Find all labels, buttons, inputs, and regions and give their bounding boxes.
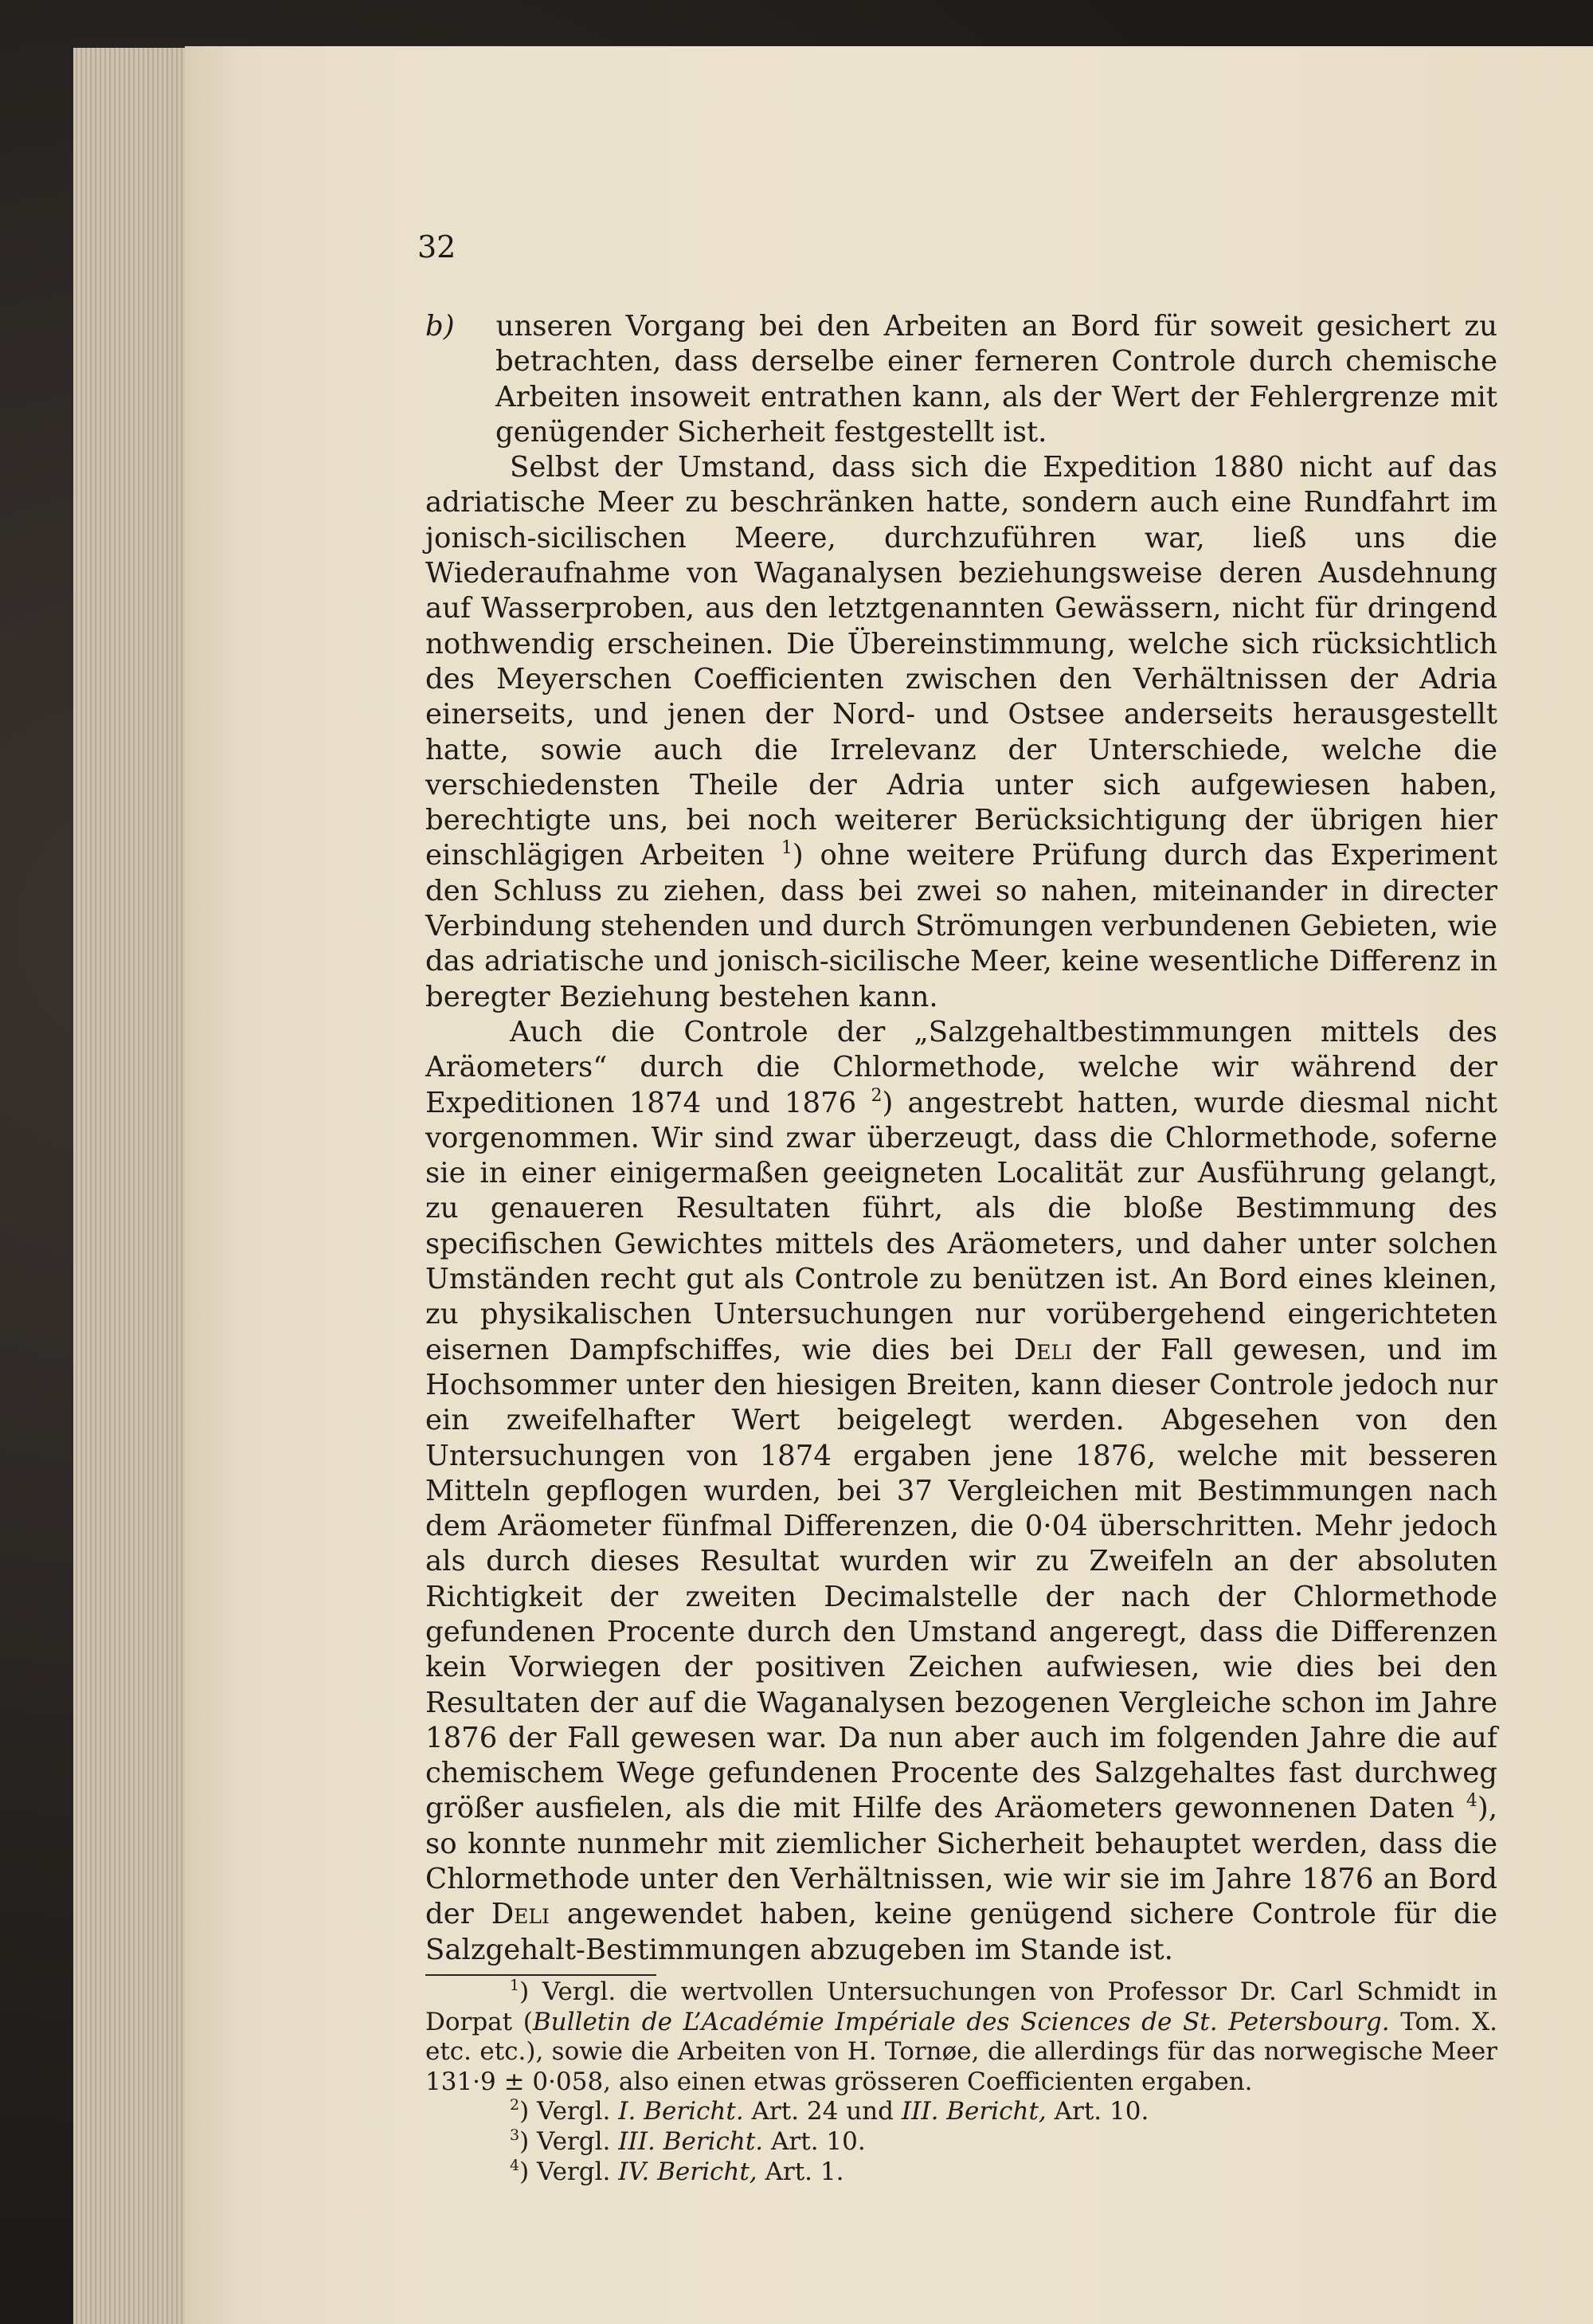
paragraph-3-text-c: der Fall gewesen, und im Hochsommer unter den hiesigen Breiten, kann dieser Controle jedoch nur ein zweifelhafter Wert beigelegt werden. Abgesehen von den Untersuchungen von 1874 ergaben jene 1876, welche mit besseren Mitteln gepflogen wurden, bei 37 Vergleichen mit Bestimmungen nach dem Aräometer fünfmal Differenzen, die 0·04 überschritten. Mehr jedoch als durch dieses Resultat wurden wir zu Zweifeln an der absoluten Richtigkeit der zweiten Decimalstelle der nach der Chlormethode gefundenen Procente durch den Umstand angeregt, dass die Differenzen kein Vorwiegen der positiven Zeichen aufwiesen, wie dies bei den Resultaten der auf die Waganalysen bezogenen Vergleiche schon im Jahre 1876 der Fall gewesen war. Da nun aber auch im folgenden Jahre die auf chemischem Wege gefundenen Procente des Salzgehaltes fast durchweg größer ausfielen, als die mit Hilfe des Aräometers gewonnenen Daten — [425, 1333, 1497, 1825]
paragraph-2 — [425, 450, 1497, 1015]
main-text — [425, 309, 1497, 2187]
footnote-3 — [425, 2127, 1497, 2157]
footnote-4-ref: IV. Bericht, — [618, 2157, 757, 2186]
footnote-4-text-b: Art. 1. — [757, 2157, 844, 2186]
footnotes — [425, 1977, 1497, 2187]
footnote-2-text-b: Art. 24 und — [743, 2097, 902, 2126]
footnote-4-mark: 4 — [510, 2156, 520, 2174]
footnote-ref-2: 2 — [871, 1085, 883, 1106]
paragraph-2-text-a: Selbst der Umstand, dass sich die Expedition 1880 nicht auf das adriatische Meer zu beschränken hatte, sondern auch eine Rundfahrt im jonisch-sicilischen Meere, durchzuführen war, ließ uns die Wiederaufnahme von Waganalysen beziehungsweise deren Ausdehnung auf Wasserproben, aus den letztgenannten Gewässern, nicht für dringend nothwendig erscheinen. Die Übereinstimmung, welche sich rücksichtlich des Meyerschen Coefficienten zwischen den Verhältnissen der Adria einerseits, und jenen der Nord- und Ostsee anderseits herausgestellt hatte, sowie auch die Irrelevanz der Unterschiede, welche die verschiedensten Theile der Adria unter sich aufgewiesen haben, berechtigte uns, bei noch weiterer Berücksichtigung der übrigen hier einschlägigen Arbeiten — [425, 451, 1497, 872]
item-b-marker: b) — [425, 310, 455, 343]
footnote-1 — [425, 1977, 1497, 2097]
page-number: 32 — [417, 229, 456, 265]
footnote-1-text-a: ) Vergl. die wertvollen Untersuchungen von Professor Dr. Carl Schmidt in Dorpat ( — [425, 1977, 1497, 2036]
footnote-3-ref: III. Bericht. — [618, 2126, 764, 2156]
footnote-2-text-c: Art. 10. — [1046, 2097, 1149, 2126]
paragraph-2-text-b: ) ohne weitere Prüfung durch das Experiment den Schluss zu ziehen, dass bei zwei so nahen, miteinander in directer Verbindung stehenden und durch Strömungen verbundenen Gebieten, wie das adriatische und jonisch-sicilische Meer, keine wesentliche Differenz in beregter Beziehung bestehen kann. — [425, 839, 1497, 1013]
footnote-divider — [425, 1974, 656, 1976]
footnote-ref-1: 1 — [781, 838, 793, 859]
footnote-1-journal: Bulletin de L’Académie Impériale des Sciences de St. Petersbourg. — [532, 2007, 1390, 2036]
footnote-2-ref-2: III. Bericht, — [901, 2097, 1047, 2126]
footnote-1-text-b: Tom. X. etc. etc.), sowie die Arbeiten von H. Tornøe, die allerdings für das norwegische Meer 131·9 ± 0·058, also einen etwas grösseren Coefficienten ergaben. — [425, 2007, 1497, 2096]
paragraph-3-text-d: ), so konnte nunmehr mit ziemlicher Sicherheit behauptet werden, dass die Chlormethode unter den Verhältnissen, wie wir sie im Jahre 1876 an Bord der — [425, 1792, 1497, 1931]
paragraph-3-text-a: Auch die Controle der „Salzgehaltbestimmungen mittels des Aräometers“ durch die Chlormethode, welche wir während der Expeditionen 1874 und 1876 — [425, 1015, 1497, 1119]
footnote-3-mark: 3 — [510, 2126, 520, 2144]
footnote-1-mark: 1 — [510, 1976, 520, 1994]
footnote-3-text-b: Art. 10. — [763, 2126, 866, 2156]
ship-name-deli-2: Deli — [491, 1898, 550, 1931]
footnote-ref-4: 4 — [1466, 1791, 1478, 1812]
footnote-2-text-a: ) Vergl. — [519, 2097, 619, 2126]
paragraph-3-text-e: angewendet haben, keine genügend sichere Controle für die Salzgehalt-Bestimmungen abzugeben im Stande ist. — [425, 1898, 1497, 1966]
paragraph-3-text-b: ) angestrebt hatten, wurde diesmal nicht vorgenommen. Wir sind zwar überzeugt, dass die Chlormethode, soferne sie in einer einigermaßen geeigneten Localität zur Ausführung gelangt, zu genaueren Resultaten führt, als die bloße Bestimmung des specifischen Gewichtes mittels des Aräometers, und daher unter solchen Umständen recht gut als Controle zu benützen ist. An Bord eines kleinen, zu physikalischen Untersuchungen nur vorübergehend eingerichteten eisernen Dampfschiffes, wie dies bei — [425, 1086, 1497, 1366]
paragraph-item-b — [425, 309, 1497, 450]
footnote-3-text-a: ) Vergl. — [519, 2126, 619, 2156]
footnote-4-text-a: ) Vergl. — [519, 2157, 619, 2186]
footnote-2-mark: 2 — [510, 2096, 520, 2114]
item-b-text: unseren Vorgang bei den Arbeiten an Bord für soweit gesichert zu betrachten, dass derselbe einer ferneren Controle durch chemische Arbeiten insoweit entrathen kann, als der Wert der Fehlergrenze mit genügender Sicherheit festgestellt ist. — [495, 310, 1498, 449]
page-edges — [73, 48, 201, 2324]
footnote-2-ref-1: I. Bericht. — [618, 2097, 744, 2126]
ship-name-deli: Deli — [1013, 1333, 1073, 1366]
paragraph-3 — [425, 1015, 1497, 1968]
footnote-4 — [425, 2157, 1497, 2188]
footnote-2 — [425, 2097, 1497, 2127]
